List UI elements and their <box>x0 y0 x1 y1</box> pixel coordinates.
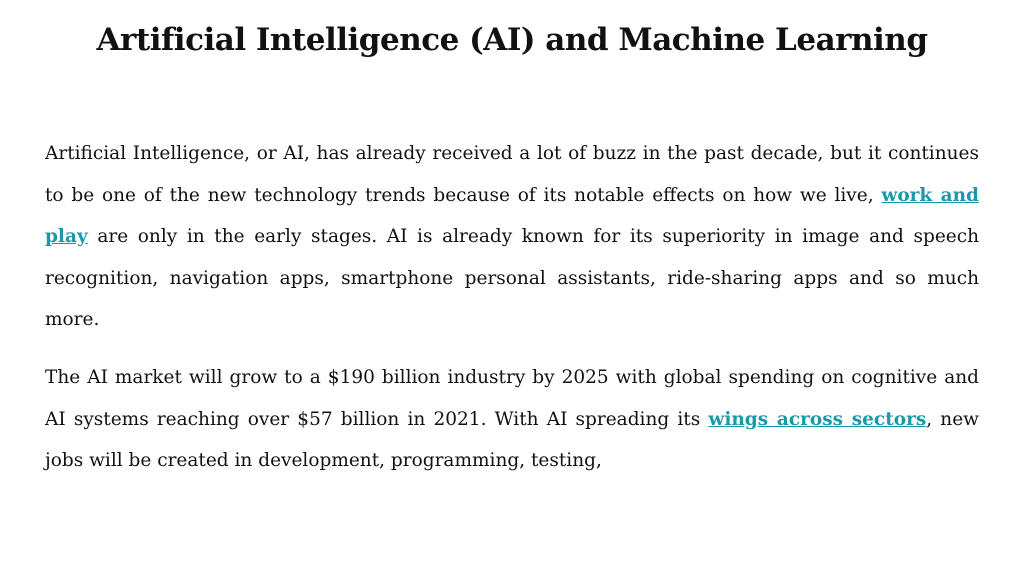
paragraph-ai-market <box>45 357 979 482</box>
wings-across-sectors-link[interactable]: wings across sectors <box>708 408 927 430</box>
page-title: Artificial Intelligence (AI) and Machine Learning <box>96 22 928 58</box>
paragraph-ai-intro <box>45 133 979 341</box>
paragraph-ai-intro-text-start: Artificial Intelligence, or AI, has already received a lot of buzz in the past decade, but it continues to be one of the new technology trends because of its notable effects on how we live, <box>45 143 979 206</box>
paragraph-ai-market-text-end: , new jobs will be created in development, programming, testing, <box>45 408 979 471</box>
paragraph-ai-intro-text-end: are only in the early stages. AI is already known for its superiority in image and speech recognition, navigation apps, smartphone personal assistants, ride-sharing apps and so much more. <box>45 226 979 330</box>
work-and-play-link[interactable]: work and play <box>45 184 979 247</box>
paragraph-ai-market-text-start: The AI market will grow to a $190 billion industry by 2025 with global spending on cognitive and AI systems reaching over $57 billion in 2021. With AI spreading its <box>45 367 979 430</box>
